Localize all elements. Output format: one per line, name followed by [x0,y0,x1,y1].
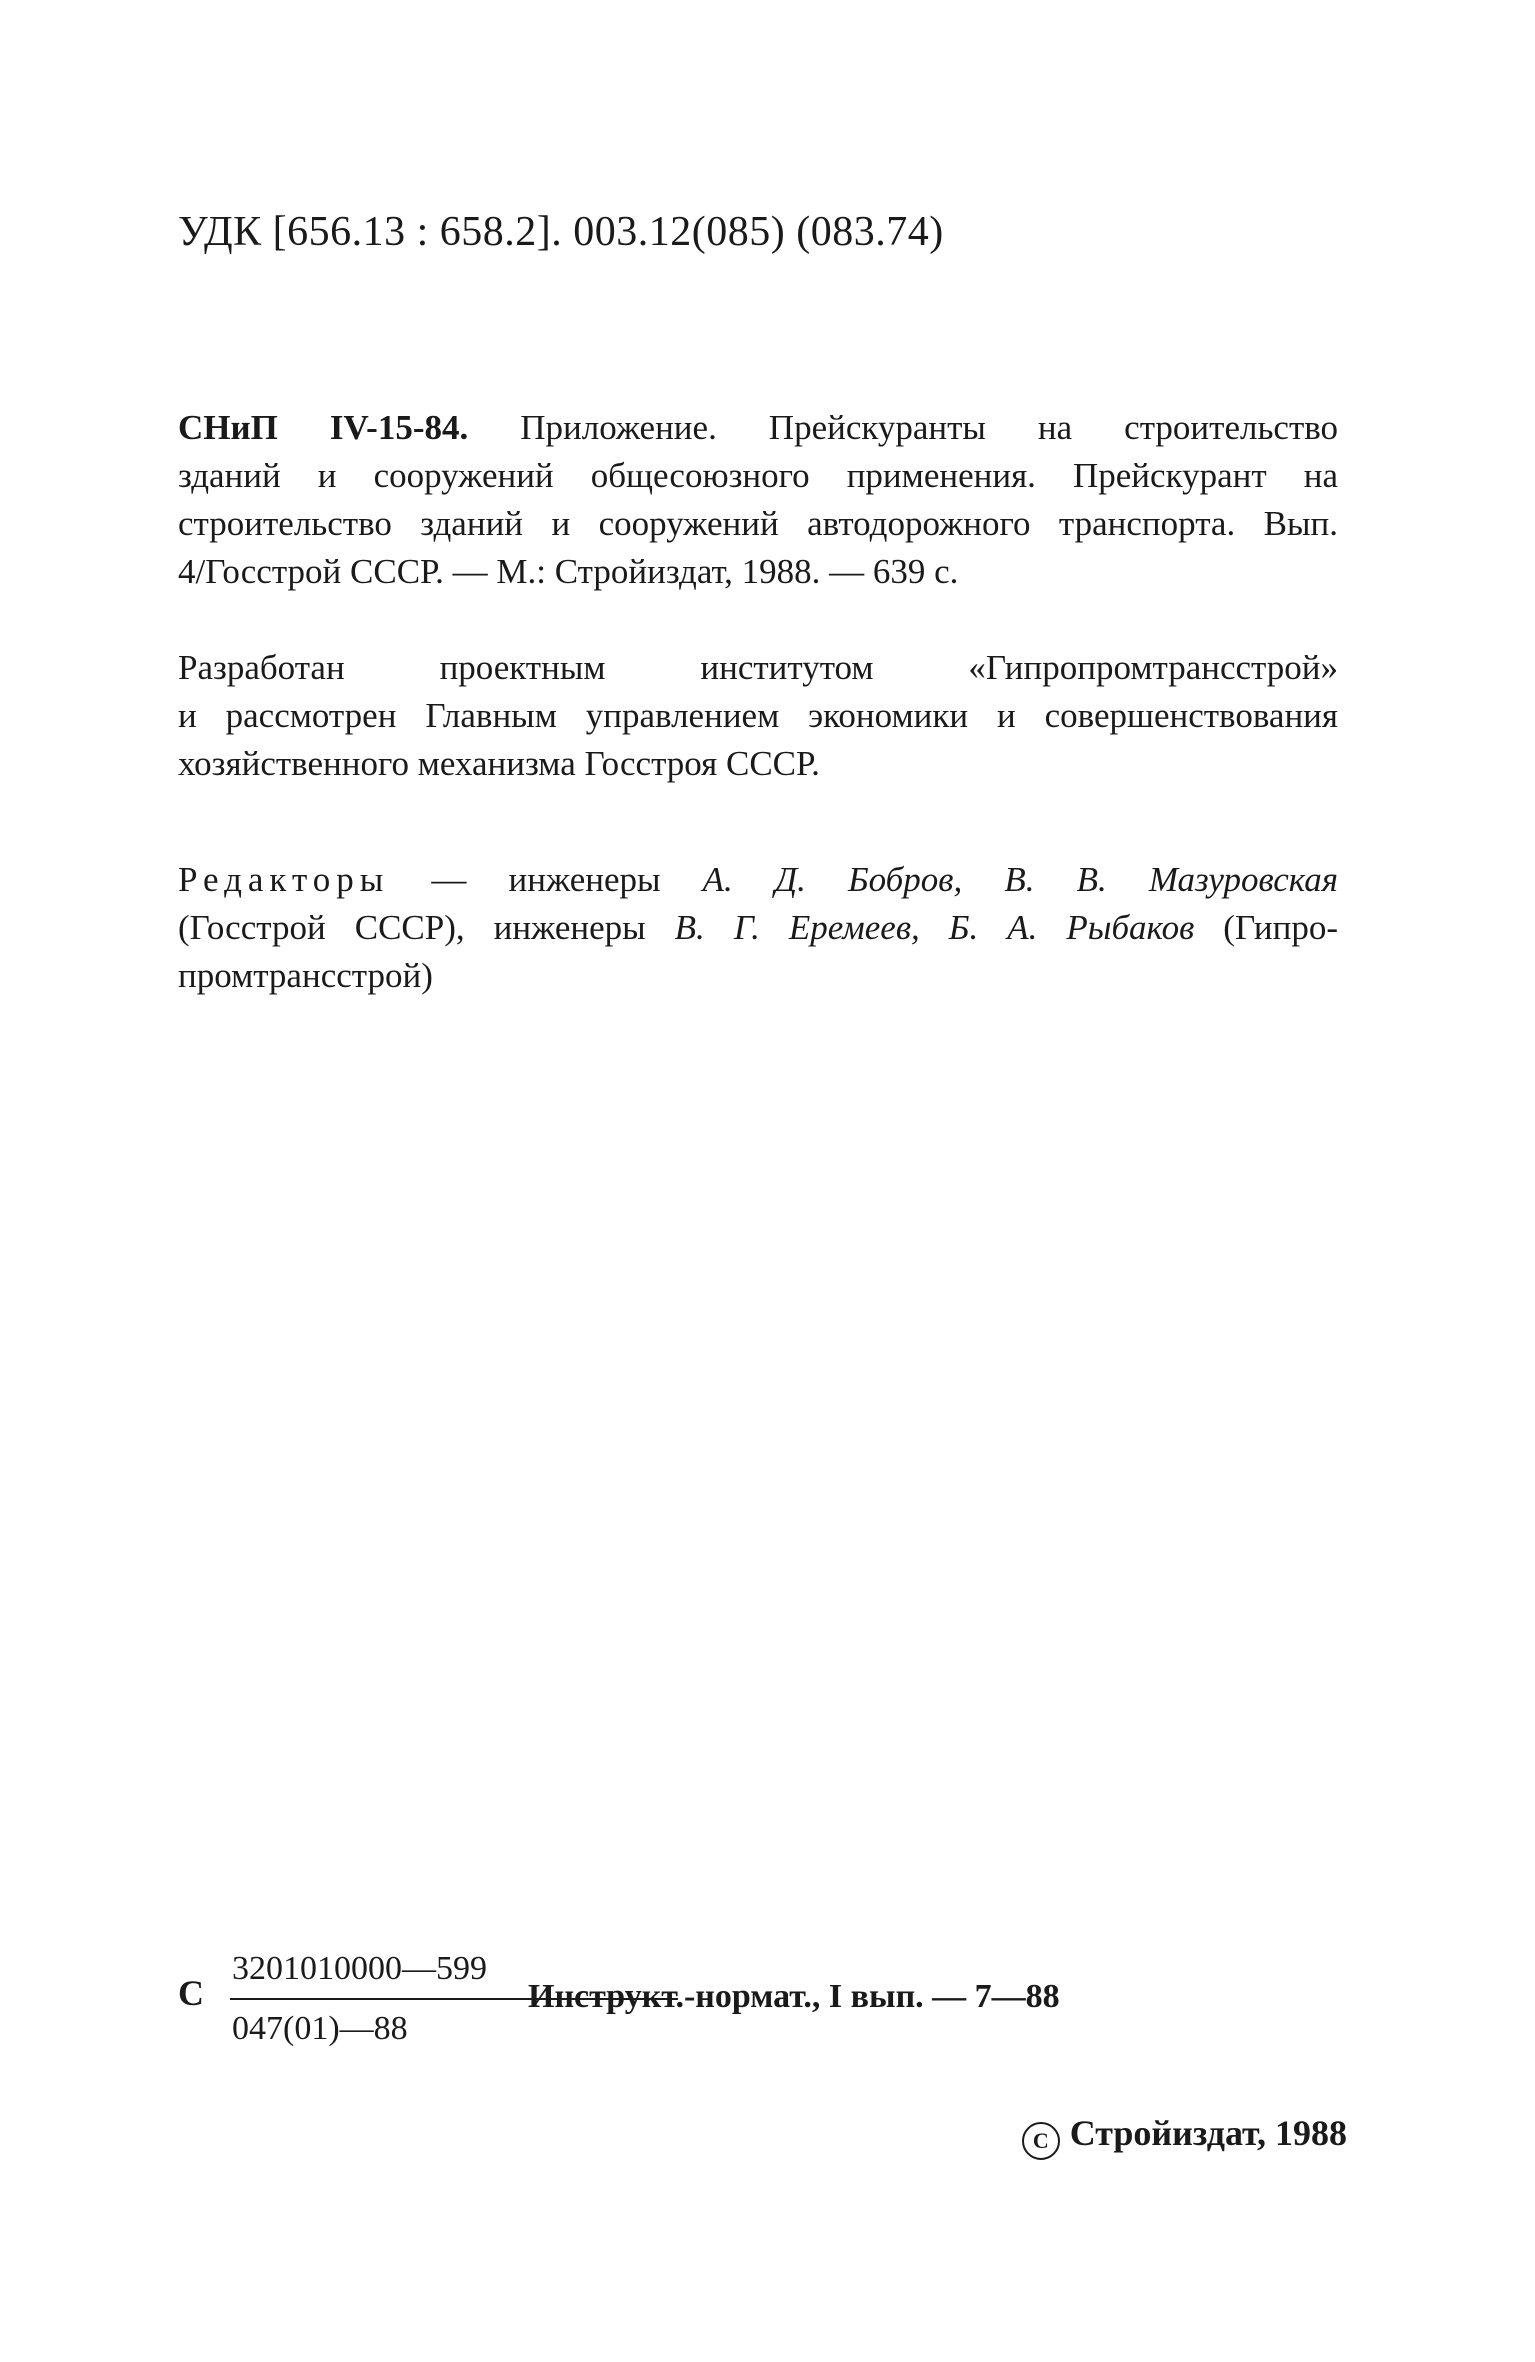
dev-line-2: и рассмотрен Главным управлением экономики и совершенствования [178,696,1338,735]
bib-line-1: СНиП IV-15-84. Приложение. Прейскуранты на строительство [178,408,1339,447]
editor-name: В. Г. Еремеев [674,908,912,947]
editors-line-2: (Госстрой СССР), инженеры В. Г. Еремеев, Б. А. Рыбаков (Гипро- [178,908,1338,947]
classification-letter: С [178,1973,204,2013]
udk-index: УДК [656.13 : 658.2]. 003.12(085) (083.74) [178,209,944,255]
editors-paragraph [178,856,1338,1000]
snip-code: СНиП IV-15-84. [178,408,469,447]
developed-by-paragraph [178,644,1338,788]
editor-name: Б. А. Рыбаков [948,908,1195,947]
classification-denominator: 047(01)—88 [232,2010,408,2047]
editors-line-3: промтрансстрой) [178,956,433,995]
bib-line-4: 4/Госстрой СССР. — М.: Стройиздат, 1988. — 639 с. [178,552,959,591]
bibliographic-description [178,404,1338,596]
copyright-text: Стройиздат, 1988 [1069,2113,1347,2153]
dev-line-1: Разработан проектным институтом «Гипропромтрансстрой» [178,648,1338,687]
editors-line-1: Редакторы — инженеры А. Д. Бобров, В. В. Мазуровская [178,860,1338,899]
copyright-line [1022,2112,1347,2160]
editors-label: Редакторы [178,860,390,899]
copyright-icon: C [1022,2122,1060,2160]
editor-name: В. В. Мазуровская [1004,860,1338,899]
editor-name: А. Д. Бобров [702,860,954,899]
dev-line-3: хозяйственного механизма Госстроя СССР. [178,744,820,783]
classification-code [178,1950,1128,2060]
classification-numerator: 3201010000—599 [232,1950,487,1987]
bib-line-3: строительство зданий и сооружений автодорожного транспорта. Вып. [178,504,1338,543]
instruction-note: Инструкт.-нормат., I вып. — 7—88 [528,1978,1060,2015]
bib-line-2: зданий и сооружений общесоюзного применения. Прейскурант на [178,456,1338,495]
